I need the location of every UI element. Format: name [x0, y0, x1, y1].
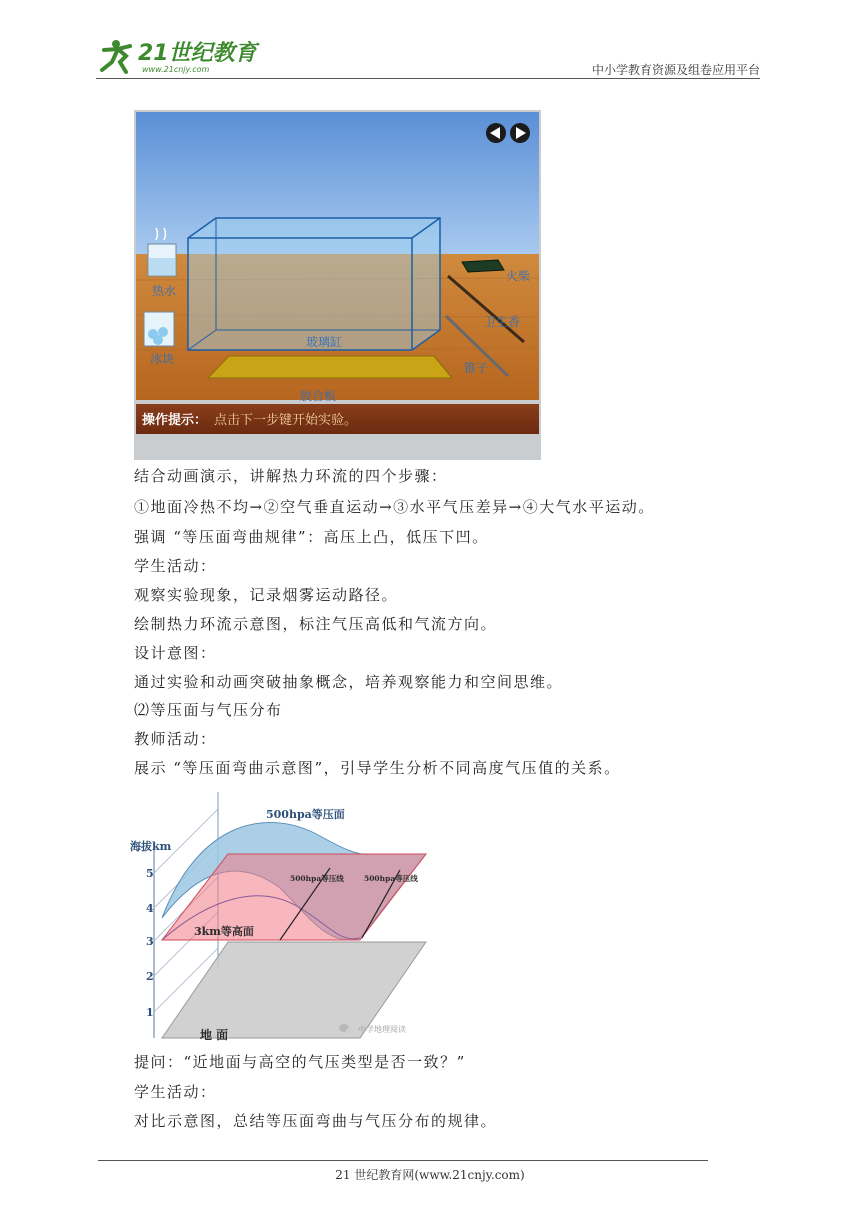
text-line: 强调 “等压面弯曲规律”：高压上凸，低压下凹。 — [134, 528, 489, 546]
label-ice: 冰块 — [150, 352, 175, 366]
text-line: ①地面冷热不均→②空气垂直运动→③水平气压差异→④大气水平运动。 — [134, 498, 655, 516]
plane-label: 3km等高面 — [194, 925, 254, 938]
platform-name: 中小学教育资源及组卷应用平台 — [591, 63, 760, 77]
footer-divider — [98, 1160, 708, 1161]
page-footer: 21 世纪教育网(www.21cnjy.com) — [335, 1168, 525, 1182]
text-line: 对比示意图，总结等压面弯曲与气压分布的规律。 — [134, 1112, 498, 1130]
tick-label: 1 — [146, 1006, 154, 1019]
runner-icon — [102, 40, 130, 72]
tick-label: 5 — [146, 867, 154, 880]
text-line: 通过实验和动画突破抽象概念，培养观察能力和空间思维。 — [134, 673, 564, 691]
label-matches: 火柴 — [506, 269, 531, 283]
experiment-figure — [134, 110, 541, 460]
text-line: 设计意图： — [134, 644, 217, 662]
label-incense: 卫生香 — [484, 315, 521, 329]
section-heading: ⑵等压面与气压分布 — [134, 701, 283, 719]
text-line: 展示 “等压面弯曲示意图”，引导学生分析不同高度气压值的关系。 — [134, 759, 621, 777]
surface-label: 500hpa等压面 — [266, 808, 345, 821]
text-line: 绘制热力环流示意图，标注气压高低和气流方向。 — [134, 615, 498, 633]
text-line: 观察实验现象，记录烟雾运动路径。 — [134, 586, 399, 604]
text-line: 结合动画演示，讲解热力环流的四个步骤： — [134, 467, 448, 485]
isobar-label-1: 500hpa等压线 — [290, 874, 344, 883]
header-divider — [96, 78, 760, 79]
page-header — [96, 30, 760, 80]
text-line: 学生活动： — [134, 1083, 217, 1101]
tick-label: 2 — [146, 970, 154, 983]
watermark-text: 中学地理阅读 — [358, 1025, 406, 1034]
axis-title: 海拔km — [130, 840, 172, 853]
label-hot-water: 热水 — [152, 284, 177, 298]
ground-label: 地 面 — [200, 1028, 229, 1042]
plywood-board — [208, 356, 452, 378]
logo-url: www.21cnjy.com — [142, 65, 210, 74]
label-glass-tank: 玻璃缸 — [306, 335, 343, 349]
isobar-label-2: 500hpa等压线 — [364, 874, 418, 883]
text-line: 教师活动： — [134, 730, 217, 748]
tick-label: 4 — [146, 902, 154, 915]
ground-plane — [162, 942, 426, 1038]
label-plywood: 胶合板 — [300, 389, 337, 403]
text-line: 学生活动： — [134, 557, 217, 575]
glass-tank — [188, 218, 440, 350]
prev-button[interactable] — [486, 123, 506, 143]
ice-beaker — [144, 312, 174, 346]
logo-text: 21世纪教育 — [138, 41, 257, 66]
label-awl: 锥子 — [464, 361, 489, 375]
next-button[interactable] — [510, 123, 530, 143]
matchbox — [462, 260, 504, 272]
site-logo — [96, 36, 266, 76]
isobaric-figure — [130, 788, 450, 1050]
text-line: 提问：“近地面与高空的气压类型是否一致？” — [134, 1053, 466, 1071]
tip-label: 操作提示： — [142, 413, 208, 428]
tick-label: 3 — [146, 935, 154, 948]
tip-text: 点击下一步键开始实验。 — [214, 413, 358, 428]
